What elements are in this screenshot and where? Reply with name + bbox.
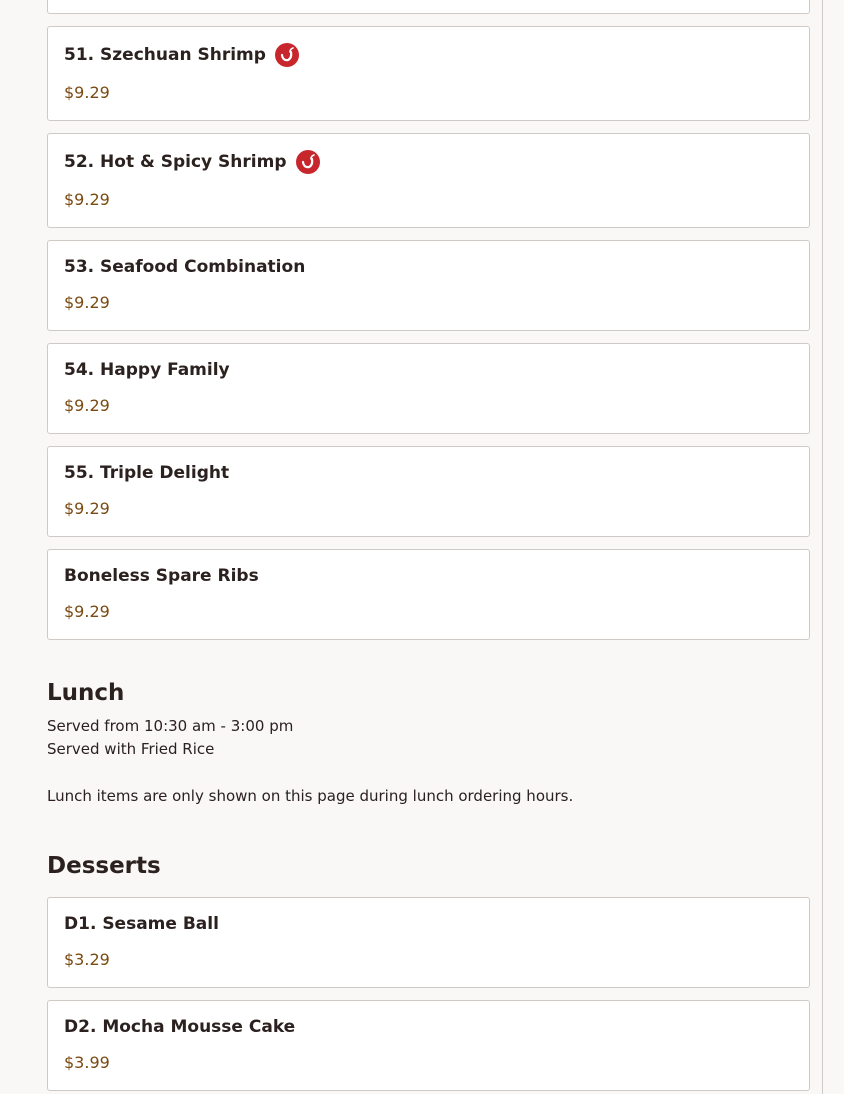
menu-item-name: D1. Sesame Ball (64, 914, 219, 934)
menu-item-card[interactable] (47, 897, 810, 988)
menu-item-name-row (64, 43, 299, 67)
menu-item-price: $3.29 (64, 950, 110, 969)
section-title-lunch: Lunch (47, 680, 125, 706)
menu-item-card[interactable] (47, 549, 810, 640)
menu-item-name: 55. Triple Delight (64, 463, 230, 483)
menu-item-name: 51. Szechuan Shrimp (64, 45, 266, 65)
lunch-served-with: Served with Fried Rice (47, 740, 215, 758)
menu-item-price: $9.29 (64, 293, 110, 312)
menu-item-card[interactable] (47, 240, 810, 331)
chili-pepper-icon (275, 43, 299, 67)
menu-item-price: $9.29 (64, 602, 110, 621)
section-title-desserts: Desserts (47, 853, 161, 879)
chili-pepper-icon (296, 150, 320, 174)
menu-item-card[interactable] (47, 1000, 810, 1091)
menu-item-price: $9.29 (64, 190, 110, 209)
menu-item-name: 54. Happy Family (64, 360, 230, 380)
lunch-served-from: Served from 10:30 am - 3:00 pm (47, 717, 294, 735)
menu-item-name: 52. Hot & Spicy Shrimp (64, 152, 287, 172)
menu-item-name: Boneless Spare Ribs (64, 566, 259, 586)
menu-item-name-row (64, 150, 320, 174)
menu-item-card-partial[interactable] (47, 0, 810, 14)
menu-item-price: $9.29 (64, 499, 110, 518)
menu-item-name: 53. Seafood Combination (64, 257, 306, 277)
menu-item-card[interactable] (47, 446, 810, 537)
menu-item-price: $3.99 (64, 1053, 110, 1072)
menu-item-price: $9.29 (64, 83, 110, 102)
content-right-border (822, 0, 823, 1094)
menu-item-card[interactable] (47, 343, 810, 434)
menu-item-price: $9.29 (64, 396, 110, 415)
lunch-hours-note: Lunch items are only shown on this page during lunch ordering hours. (47, 787, 574, 805)
menu-item-name: D2. Mocha Mousse Cake (64, 1017, 296, 1037)
menu-item-card[interactable] (47, 26, 810, 121)
menu-item-card[interactable] (47, 133, 810, 228)
